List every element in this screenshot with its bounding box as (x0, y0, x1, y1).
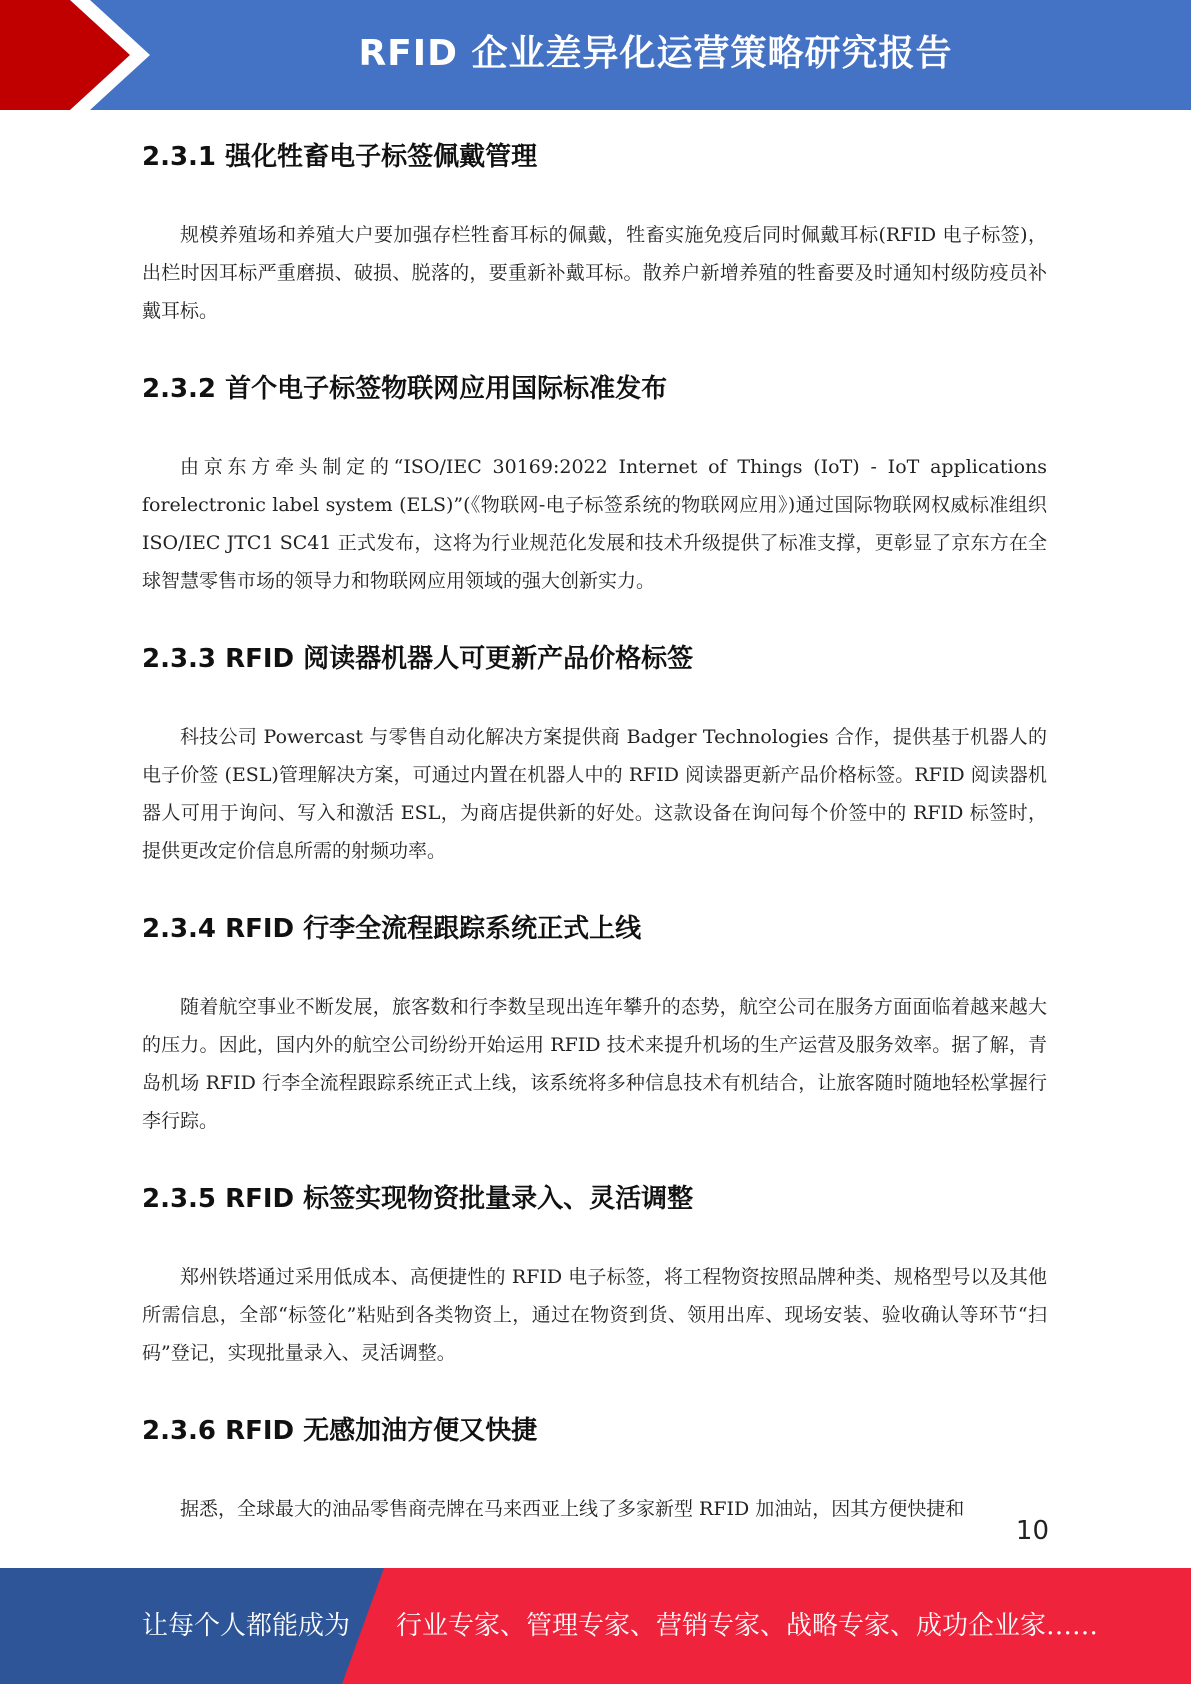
section-heading: 2.3.5 RFID 标签实现物资批量录入、灵活调整 (142, 1184, 694, 1214)
section-heading: 2.3.1 强化牲畜电子标签佩戴管理 (142, 142, 538, 172)
section-paragraph: 由京东方牵头制定的“ISO/IEC 30169:2022 Internet of Things (IoT) - IoT applications forelectronic label system (ELS)”(《物联网-电子标签系统的物联网应用》)通过国际物联网权威标准组织 ISO/IEC JTC1 SC41 正式发布，这将为行业规范化发展和技术升级提供了标准支撑，更彰显了京东方在全球智慧零售市场的领导力和物联网应用领域的强大创新实力。 (142, 456, 1047, 592)
section-heading: 2.3.3 RFID 阅读器机器人可更新产品价格标签 (142, 644, 694, 674)
page-header (0, 0, 1191, 110)
section-2-3-6 (142, 1406, 1047, 1528)
section-paragraph: 规模养殖场和养殖大户要加强存栏牲畜耳标的佩戴，牲畜实施免疫后同时佩戴耳标(RFID 电子标签)，出栏时因耳标严重磨损、破损、脱落的，要重新补戴耳标。散养户新增养殖的牲畜要及时通知村级防疫员补戴耳标。 (142, 224, 1047, 322)
section-paragraph: 据悉，全球最大的油品零售商壳牌在马来西亚上线了多家新型 RFID 加油站，因其方便快捷和 (180, 1498, 965, 1520)
section-2-3-3 (142, 634, 1047, 870)
section-paragraph: 随着航空事业不断发展，旅客数和行李数呈现出连年攀升的态势，航空公司在服务方面面临着越来越大的压力。因此，国内外的航空公司纷纷开始运用 RFID 技术来提升机场的生产运营及服务效率。据了解，青岛机场 RFID 行李全流程跟踪系统正式上线，该系统将多种信息技术有机结合，让旅客随时随地轻松掌握行李行踪。 (142, 996, 1047, 1132)
report-title: RFID 企业差异化运营策略研究报告 (358, 33, 953, 74)
section-2-3-4 (142, 904, 1047, 1140)
footer-slogan-right: 行业专家、管理专家、营销专家、战略专家、成功企业家…… (396, 1611, 1099, 1641)
main-content (142, 118, 1047, 1562)
section-2-3-1 (142, 132, 1047, 330)
page-footer (0, 1568, 1191, 1684)
section-2-3-2 (142, 364, 1047, 600)
section-heading: 2.3.2 首个电子标签物联网应用国际标准发布 (142, 374, 668, 404)
section-paragraph: 郑州铁塔通过采用低成本、高便捷性的 RFID 电子标签，将工程物资按照品牌种类、规格型号以及其他所需信息，全部“标签化”粘贴到各类物资上，通过在物资到货、领用出库、现场安装、验收确认等环节“扫码”登记，实现批量录入、灵活调整。 (142, 1266, 1047, 1364)
footer-slogan-left: 让每个人都能成为 (142, 1611, 351, 1641)
section-2-3-5 (142, 1174, 1047, 1372)
section-heading: 2.3.4 RFID 行李全流程跟踪系统正式上线 (142, 914, 642, 944)
section-paragraph: 科技公司 Powercast 与零售自动化解决方案提供商 Badger Technologies 合作，提供基于机器人的电子价签 (ESL)管理解决方案，可通过内置在机器人中的 RFID 阅读器更新产品价格标签。RFID 阅读器机器人可用于询问、写入和激活 ESL，为商店提供新的好处。这款设备在询问每个价签中的 RFID 标签时，提供更改定价信息所需的射频功率。 (142, 726, 1047, 862)
page-number: 10 (1015, 1516, 1049, 1546)
section-heading: 2.3.6 RFID 无感加油方便又快捷 (142, 1416, 538, 1446)
